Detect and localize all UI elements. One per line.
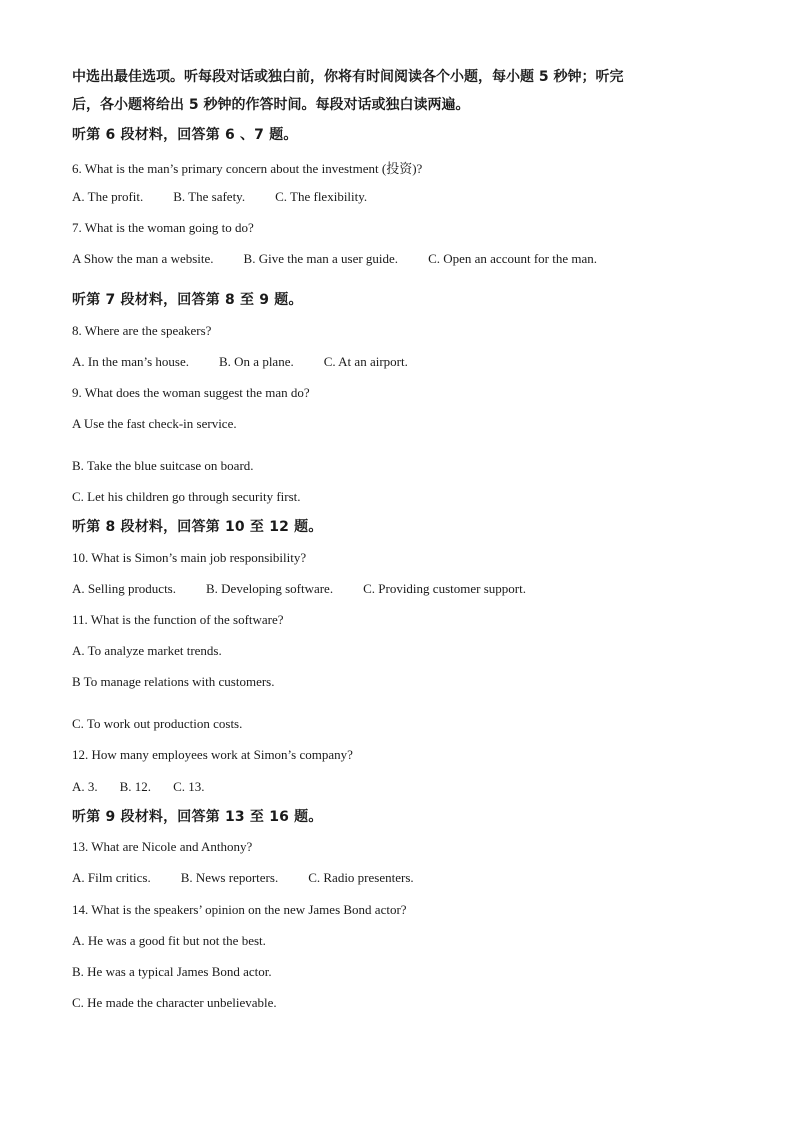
question-12: 12. How many employees work at Simon’s company? [72, 747, 353, 762]
section-heading-8: 听第 8 段材料，回答第 10 至 12 题。 [72, 519, 323, 535]
section-heading-6: 听第 6 段材料，回答第 6 、7 题。 [72, 127, 298, 143]
option-c: C. Radio presenters. [308, 870, 414, 885]
question-8-options [72, 354, 408, 370]
question-7: 7. What is the woman going to do? [72, 220, 254, 235]
instructions-line-2: 后，各小题将给出 5 秒钟的作答时间。每段对话或独白读两遍。 [72, 97, 470, 113]
question-11-option-a: A. To analyze market trends. [72, 643, 222, 658]
question-9-option-c: C. Let his children go through security first. [72, 489, 301, 504]
question-13-options [72, 870, 414, 886]
option-c: C. Providing customer support. [363, 581, 526, 596]
question-9-option-b: B. Take the blue suitcase on board. [72, 458, 254, 473]
option-c: C. The flexibility. [275, 189, 368, 204]
option-a: A. Film critics. [72, 870, 151, 885]
option-a: A Show the man a website. [72, 251, 214, 266]
option-c: C. Open an account for the man. [428, 251, 598, 266]
instructions-line-1: 中选出最佳选项。听每段对话或独白前，你将有时间阅读各个小题，每小题 5 秒钟；听完 [72, 69, 624, 85]
question-7-options [72, 251, 597, 267]
question-6: 6. What is the man’s primary concern about the investment (投资)? [72, 161, 423, 176]
option-b: B. Developing software. [206, 581, 334, 596]
option-b: B. Give the man a user guide. [243, 251, 399, 266]
question-12-options [72, 779, 204, 795]
question-11-option-b: B To manage relations with customers. [72, 674, 275, 689]
section-heading-9: 听第 9 段材料，回答第 13 至 16 题。 [72, 809, 323, 825]
section-heading-7: 听第 7 段材料，回答第 8 至 9 题。 [72, 292, 303, 308]
question-6-options [72, 189, 367, 205]
question-10: 10. What is Simon’s main job responsibility? [72, 550, 307, 565]
option-b: B. News reporters. [180, 870, 279, 885]
question-14: 14. What is the speakers’ opinion on the new James Bond actor? [72, 902, 407, 917]
option-c: C. 13. [173, 779, 205, 794]
question-14-option-c: C. He made the character unbelievable. [72, 995, 277, 1010]
option-c: C. At an airport. [323, 354, 408, 369]
question-14-option-b: B. He was a typical James Bond actor. [72, 964, 272, 979]
option-a: A. In the man’s house. [72, 354, 189, 369]
question-14-option-a: A. He was a good fit but not the best. [72, 933, 266, 948]
question-8: 8. Where are the speakers? [72, 323, 212, 338]
question-9: 9. What does the woman suggest the man do? [72, 385, 310, 400]
option-a: A. Selling products. [72, 581, 176, 596]
question-10-options [72, 581, 526, 597]
option-a: A. The profit. [72, 189, 144, 204]
option-a: A. 3. [72, 779, 98, 794]
option-b: B. On a plane. [218, 354, 294, 369]
question-11: 11. What is the function of the software? [72, 612, 284, 627]
option-b: B. The safety. [173, 189, 246, 204]
question-13: 13. What are Nicole and Anthony? [72, 839, 253, 854]
question-11-option-c: C. To work out production costs. [72, 716, 243, 731]
option-b: B. 12. [119, 779, 152, 794]
question-9-option-a: A Use the fast check-in service. [72, 416, 237, 431]
